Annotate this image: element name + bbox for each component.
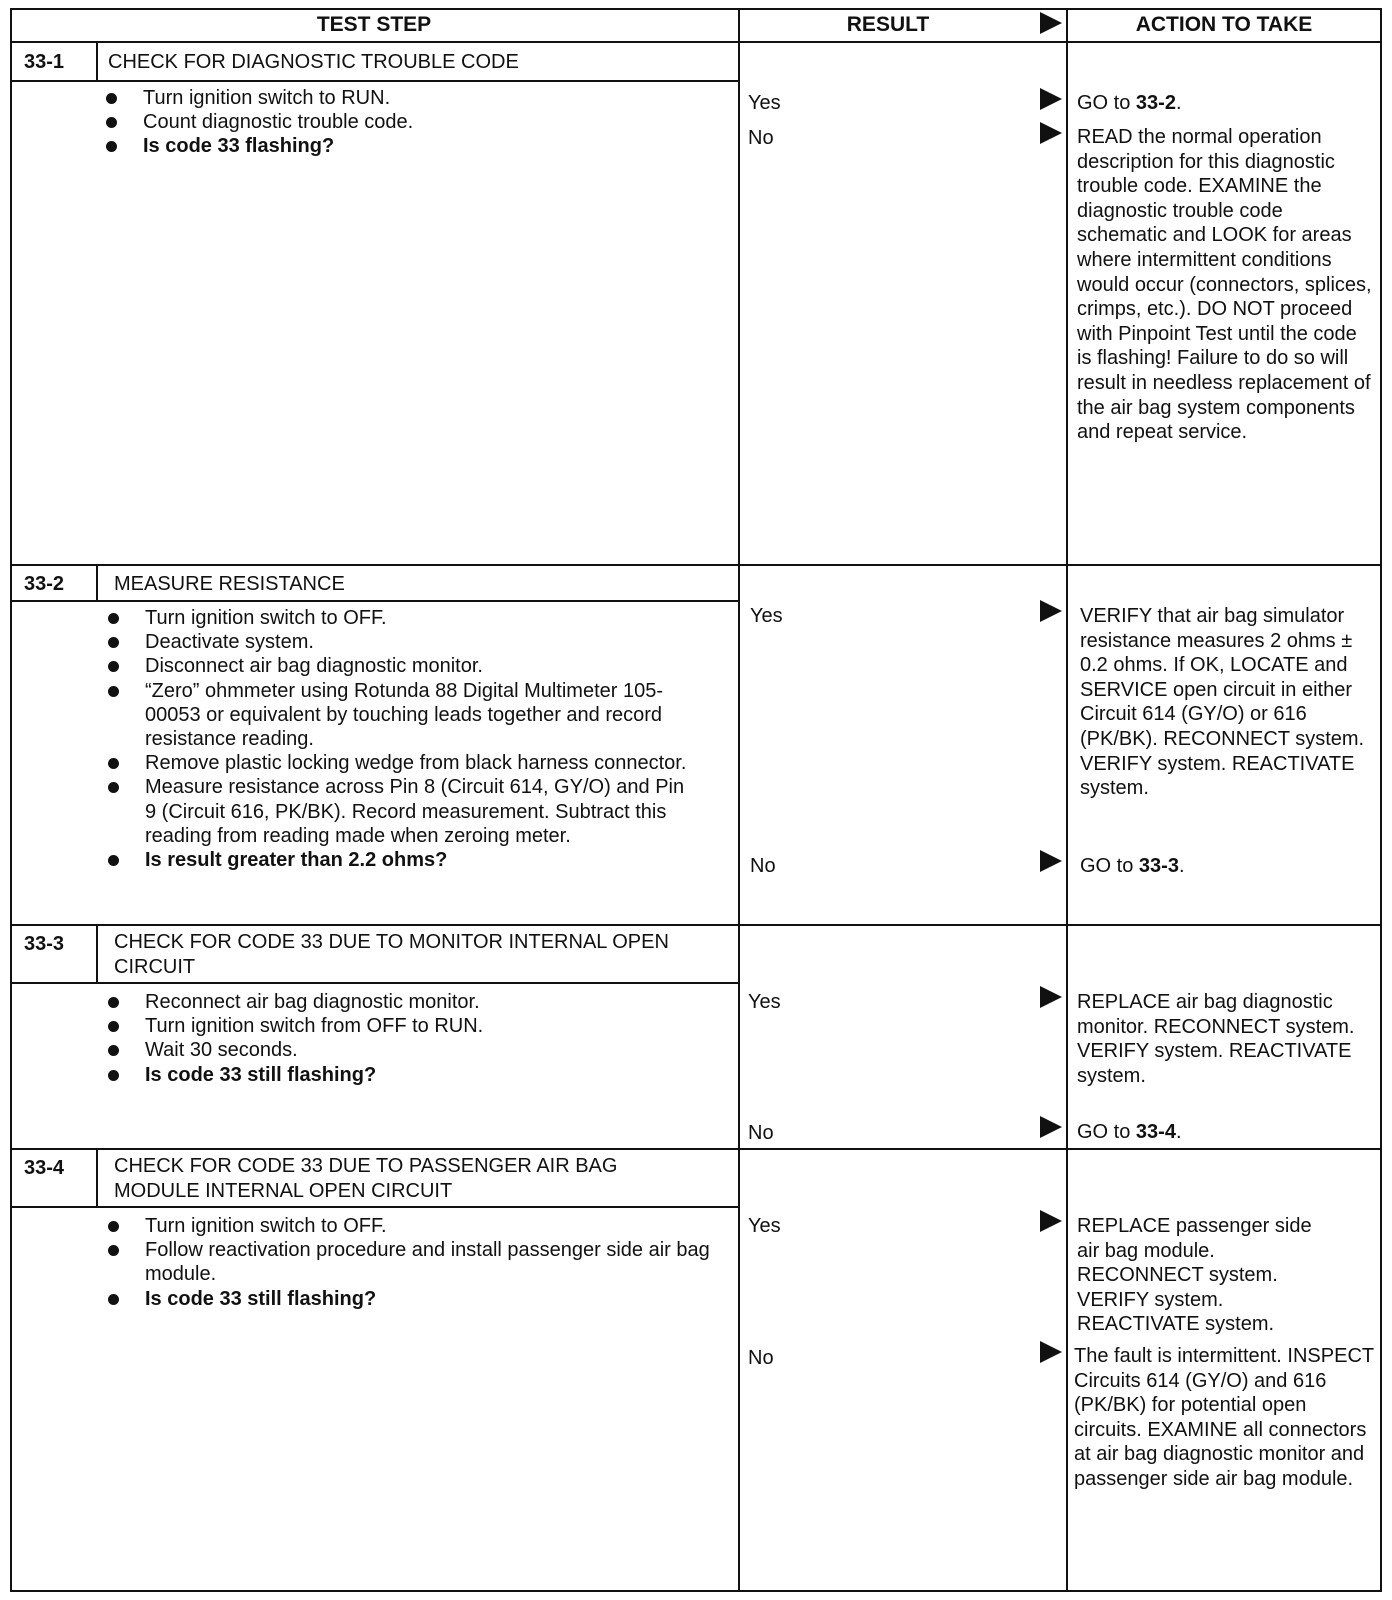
result-no-33-1: No <box>748 127 774 149</box>
column-divider-result <box>738 8 740 1592</box>
list-item: Remove plastic locking wedge from black harness connector. <box>108 751 688 775</box>
result-arrow-icon <box>1040 88 1062 110</box>
row-separator-33-4 <box>10 1148 1382 1150</box>
step-reference-link[interactable]: 33-2 <box>1135 92 1176 114</box>
header-arrow-icon <box>1040 12 1062 34</box>
result-arrow-icon <box>1040 600 1062 622</box>
step-title-underline <box>10 600 738 602</box>
step-reference-link[interactable]: 33-4 <box>1135 1121 1176 1143</box>
action-no-33-1: READ the normal operation description for this diagnostic trouble code. EXAMINE the diagnostic trouble code schematic and LOOK for areas where intermittent conditions would occur (connectors, splices, crimps, etc.). DO NOT proceed with Pinpoint Test until the code is flashing! Failure to do so will result in needless replacement of the air bag system components and repeat service. <box>1077 126 1372 444</box>
step-title-33-1: CHECK FOR DIAGNOSTIC TROUBLE CODE <box>108 51 519 73</box>
step-title-underline <box>10 1206 738 1208</box>
header-result: RESULT <box>846 13 930 36</box>
header-test-step: TEST STEP <box>316 13 432 36</box>
result-arrow-icon <box>1040 1210 1062 1232</box>
list-item: Turn ignition switch to RUN. <box>106 86 731 110</box>
action-no-33-3 <box>1077 1120 1372 1145</box>
result-arrow-icon <box>1040 850 1062 872</box>
result-no-33-3: No <box>748 1122 774 1144</box>
step-id-33-4: 33-4 <box>24 1157 65 1179</box>
list-item: Wait 30 seconds. <box>108 1038 718 1062</box>
list-item: Turn ignition switch from OFF to RUN. <box>108 1014 718 1038</box>
list-item: Deactivate system. <box>108 630 688 654</box>
step-question-33-1: Is code 33 flashing? <box>106 134 731 158</box>
row-separator-33-2 <box>10 564 1382 566</box>
header-action: ACTION TO TAKE <box>1135 13 1313 36</box>
table-bottom-border <box>10 1590 1382 1592</box>
result-yes-33-1: Yes <box>748 92 781 114</box>
action-text: GO to <box>1077 1121 1136 1143</box>
step-id-33-3: 33-3 <box>24 933 65 955</box>
result-arrow-icon <box>1040 1116 1062 1138</box>
list-item: Count diagnostic trouble code. <box>106 110 731 134</box>
list-item: “Zero” ohmmeter using Rotunda 88 Digital Multimeter 105-00053 or equivalent by touching leads together and record resistance reading. <box>108 679 688 752</box>
list-item: Disconnect air bag diagnostic monitor. <box>108 654 688 678</box>
action-yes-33-1 <box>1077 91 1372 116</box>
result-arrow-icon <box>1040 122 1062 144</box>
header-divider <box>10 41 1382 43</box>
action-no-33-4: The fault is intermittent. INSPECT Circuits 614 (GY/O) and 616 (PK/BK) for potential open circuits. EXAMINE all connectors at air bag diagnostic monitor and passenger side air bag module. <box>1074 1345 1374 1490</box>
action-text: GO to <box>1077 92 1136 114</box>
action-text-tail: . <box>1175 92 1182 114</box>
step-question-33-3: Is code 33 still flashing? <box>108 1063 718 1087</box>
step-title-underline <box>10 80 738 82</box>
step-id-divider <box>96 42 98 80</box>
step-id-divider <box>96 925 98 983</box>
action-text: GO to <box>1080 855 1139 877</box>
step-title-33-2: MEASURE RESISTANCE <box>114 573 345 595</box>
step-question-33-4: Is code 33 still flashing? <box>108 1287 718 1311</box>
result-yes-33-2: Yes <box>750 605 783 627</box>
step-bullets-33-1 <box>106 86 731 159</box>
action-yes-33-3: REPLACE air bag diagnostic monitor. RECONNECT system. VERIFY system. REACTIVATE system. <box>1077 991 1355 1087</box>
result-yes-33-4: Yes <box>748 1215 781 1237</box>
result-arrow-icon <box>1040 986 1062 1008</box>
table-left-border <box>10 8 12 1592</box>
table-right-border <box>1380 8 1382 1592</box>
result-yes-33-3: Yes <box>748 991 781 1013</box>
step-title-33-3: CHECK FOR CODE 33 DUE TO MONITOR INTERNAL OPEN CIRCUIT <box>114 931 669 978</box>
result-arrow-icon <box>1040 1341 1062 1363</box>
action-no-33-2 <box>1080 854 1375 879</box>
step-question-33-2: Is result greater than 2.2 ohms? <box>108 848 688 872</box>
step-id-divider <box>96 565 98 601</box>
action-text-tail: . <box>1175 1121 1182 1143</box>
table-top-border <box>10 8 1382 10</box>
step-bullets-33-2 <box>108 606 688 872</box>
step-id-divider <box>96 1149 98 1207</box>
list-item: Reconnect air bag diagnostic monitor. <box>108 990 718 1014</box>
list-item: Turn ignition switch to OFF. <box>108 606 688 630</box>
action-text-tail: . <box>1178 855 1185 877</box>
column-divider-action <box>1066 8 1068 1592</box>
row-separator-33-3 <box>10 924 1382 926</box>
action-yes-33-2: VERIFY that air bag simulator resistance measures 2 ohms ± 0.2 ohms. If OK, LOCATE and SERVICE open circuit in either Circuit 614 (GY/O) or 616 (PK/BK). RECONNECT system. VERIFY system. REACTIVATE system. <box>1080 605 1365 800</box>
step-bullets-33-3 <box>108 990 718 1087</box>
list-item: Measure resistance across Pin 8 (Circuit 614, GY/O) and Pin 9 (Circuit 616, PK/BK). Record measurement. Subtract this reading from reading made when zeroing meter. <box>108 775 688 848</box>
step-title-underline <box>10 982 738 984</box>
list-item: Follow reactivation procedure and install passenger side air bag module. <box>108 1238 718 1286</box>
step-id-33-1: 33-1 <box>24 51 65 73</box>
step-bullets-33-4 <box>108 1214 718 1311</box>
step-reference-link[interactable]: 33-3 <box>1138 855 1179 877</box>
step-id-33-2: 33-2 <box>24 573 65 595</box>
list-item: Turn ignition switch to OFF. <box>108 1214 718 1238</box>
action-yes-33-4: REPLACE passenger side air bag module. RECONNECT system. VERIFY system. REACTIVATE system. <box>1077 1215 1312 1336</box>
result-no-33-2: No <box>750 855 776 877</box>
result-no-33-4: No <box>748 1347 774 1369</box>
step-title-33-4: CHECK FOR CODE 33 DUE TO PASSENGER AIR BAG MODULE INTERNAL OPEN CIRCUIT <box>114 1155 618 1202</box>
diagnostic-table <box>10 8 1382 1592</box>
